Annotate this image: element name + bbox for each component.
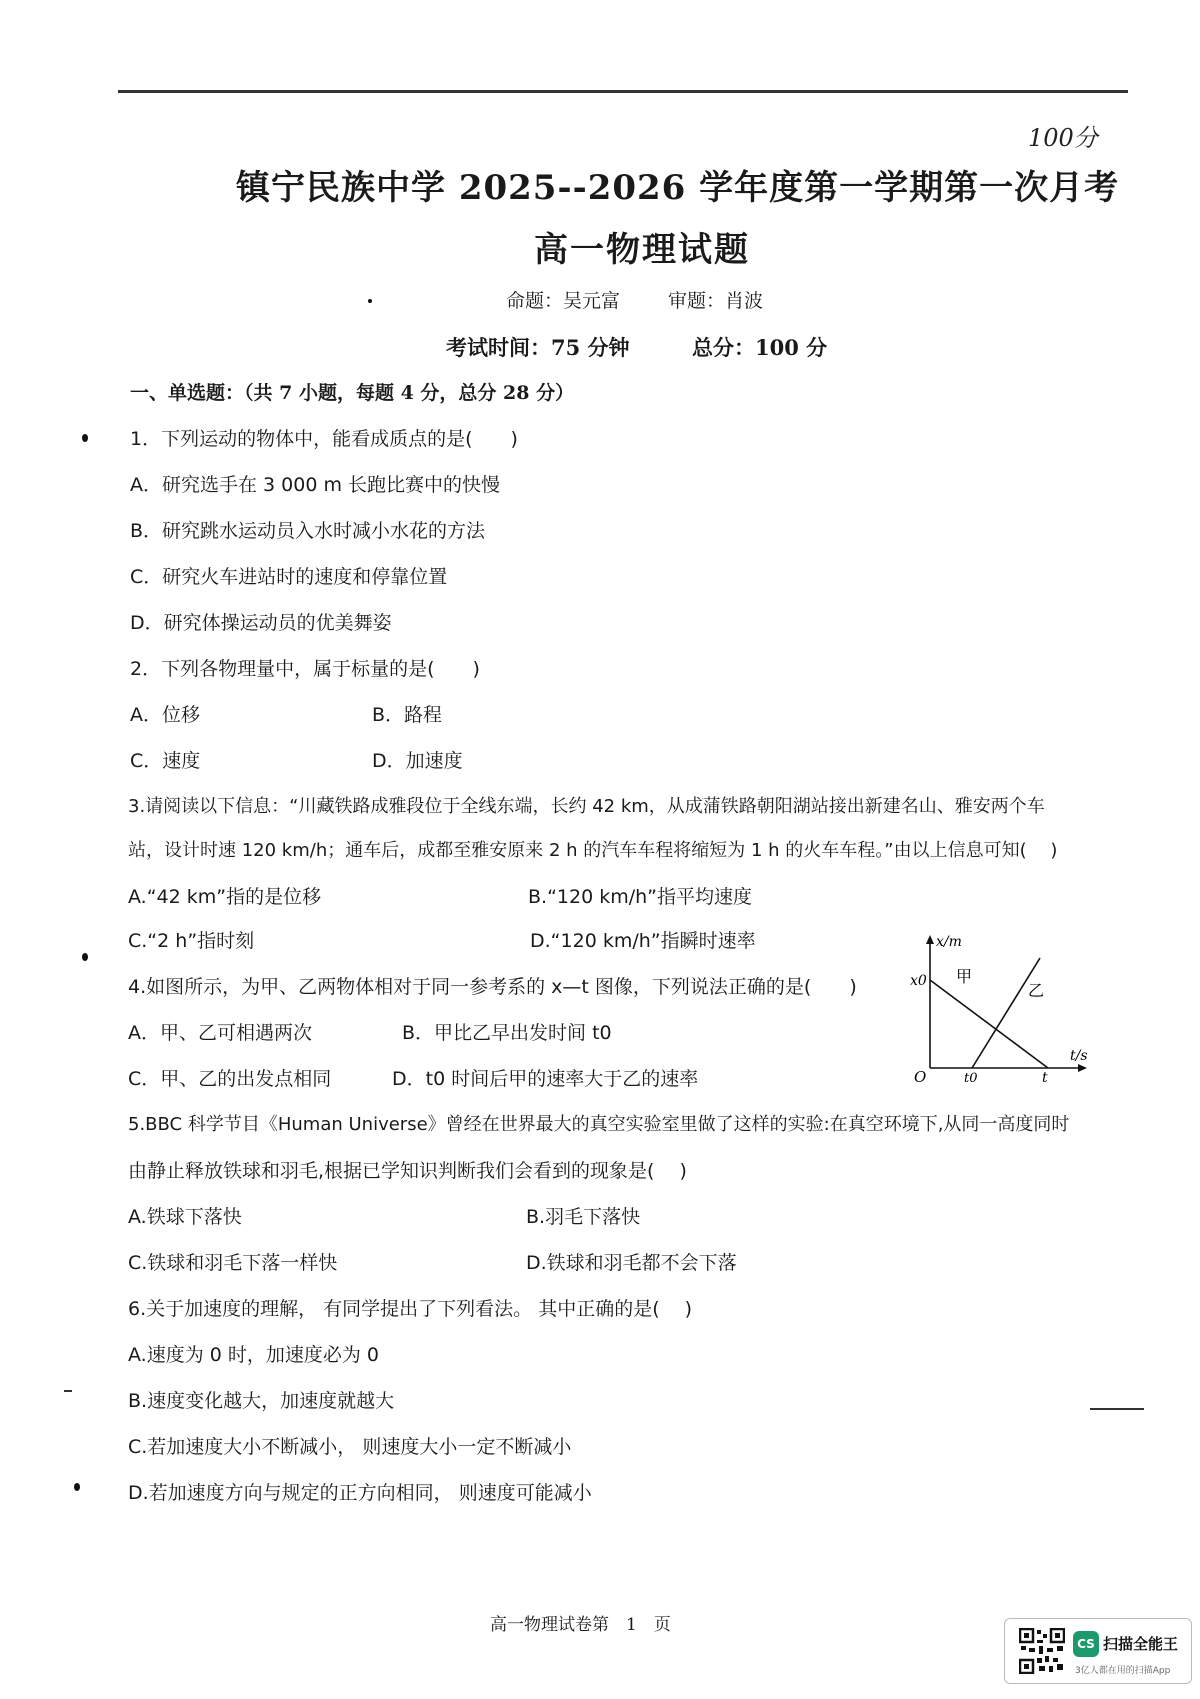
question-1-stem: 1．下列运动的物体中，能看成质点的是( ) (130, 428, 518, 450)
scan-mark (1090, 1408, 1144, 1410)
exam-title: 镇宁民族中学 2025--2026 学年度第一学期第一次月考 (236, 168, 1120, 208)
y-axis-label: x/m (936, 934, 962, 950)
reviewer-line: 审题：肖波 (668, 290, 764, 312)
question-1-option-b: B．研究跳水运动员入水时减小水花的方法 (130, 520, 486, 542)
question-1-option-d: D．研究体操运动员的优美舞姿 (130, 612, 392, 634)
camscanner-logo-icon: CS (1073, 1631, 1099, 1657)
question-1-option-a: A．研究选手在 3 000 m 长跑比赛中的快慢 (130, 474, 501, 496)
question-3-option-b: B.“120 km/h”指平均速度 (528, 886, 753, 908)
question-6-option-a: A.速度为 0 时，加速度必为 0 (128, 1344, 379, 1366)
question-4-stem: 4.如图所示，为甲、乙两物体相对于同一参考系的 x—t 图像，下列说法正确的是( ) (128, 976, 857, 998)
question-5-stem-line1: 5.BBC 科学节目《Human Universe》曾经在世界最大的真空实验室里做了这样的实验:在真空环境下,从同一高度同时 (128, 1114, 1070, 1135)
scan-speck (82, 434, 88, 442)
question-2-stem: 2．下列各物理量中，属于标量的是( ) (130, 658, 480, 680)
x0-label: x0 (910, 973, 927, 989)
question-4-option-a: A．甲、乙可相遇两次 (128, 1022, 312, 1044)
question-2-option-b: B．路程 (372, 704, 443, 726)
page-footer: 高一物理试卷第 1 页 (490, 1615, 671, 1635)
question-4-option-c: C．甲、乙的出发点相同 (128, 1068, 332, 1090)
exam-subtitle: 高一物理试题 (534, 230, 750, 270)
xt-graph-figure (900, 932, 1090, 1082)
question-3-option-d: D.“120 km/h”指瞬时速率 (530, 930, 756, 952)
scanner-app-name: 扫描全能王 (1103, 1635, 1179, 1653)
question-4-option-b: B．甲比乙早出发时间 t0 (402, 1022, 612, 1044)
question-6-option-d: D.若加速度方向与规定的正方向相同， 则速度可能减小 (128, 1482, 592, 1504)
y-axis-arrow (926, 935, 934, 944)
question-6-option-c: C.若加速度大小不断减小， 则速度大小一定不断减小 (128, 1436, 572, 1458)
series-jia-label: 甲 (956, 967, 973, 986)
question-5-option-c: C.铁球和羽毛下落一样快 (128, 1252, 338, 1274)
handwritten-score-note: 100分 (1028, 124, 1098, 152)
question-5-option-a: A.铁球下落快 (128, 1206, 242, 1228)
question-6-stem: 6.关于加速度的理解， 有同学提出了下列看法。 其中正确的是( ) (128, 1298, 693, 1320)
question-5-option-d: D.铁球和羽毛都不会下落 (526, 1252, 737, 1274)
scanner-badge (1004, 1618, 1192, 1684)
scan-speck (82, 953, 88, 961)
line-yi (972, 958, 1040, 1068)
question-1-option-c: C．研究火车进站时的速度和停靠位置 (130, 566, 448, 588)
question-3-stem-line1: 3.请阅读以下信息：“川藏铁路成雅段位于全线东端，长约 42 km，从成蒲铁路朝阳湖站接出新建名山、雅安两个车 (128, 796, 1045, 817)
question-6-option-b: B.速度变化越大，加速度就越大 (128, 1390, 395, 1412)
t0-label: t0 (964, 1071, 978, 1082)
x-axis-arrow (1078, 1064, 1087, 1072)
scan-speck (368, 299, 372, 303)
question-3-stem-line2: 站，设计时速 120 km/h；通车后，成都至雅安原来 2 h 的汽车车程将缩短为 1 h 的火车车程。”由以上信息可知( ) (128, 840, 1058, 861)
origin-label: O (914, 1068, 927, 1082)
question-3-option-a: A.“42 km”指的是位移 (128, 886, 322, 908)
scan-speck (74, 1483, 80, 1491)
author-line: 命题：吴元富 (506, 290, 621, 312)
header-rule (118, 90, 1128, 93)
total-score: 总分：100 分 (692, 335, 828, 360)
question-2-option-c: C．速度 (130, 750, 201, 772)
scan-mark (64, 1390, 72, 1392)
question-5-stem-line2: 由静止释放铁球和羽毛,根据已学知识判断我们会看到的现象是( ) (128, 1160, 687, 1182)
question-2-option-a: A．位移 (130, 704, 200, 726)
question-2-option-d: D．加速度 (372, 750, 463, 772)
section-heading: 一、单选题：（共 7 小题，每题 4 分，总分 28 分） (130, 382, 575, 404)
qr-code-icon (1019, 1628, 1065, 1674)
exam-time: 考试时间：75 分钟 (446, 335, 630, 360)
question-5-option-b: B.羽毛下落快 (526, 1206, 641, 1228)
question-4-option-d: D．t0 时间后甲的速率大于乙的速率 (392, 1068, 699, 1090)
t-label: t (1042, 1070, 1048, 1082)
x-axis-label: t/s (1070, 1048, 1088, 1064)
series-yi-label: 乙 (1028, 981, 1045, 1000)
question-3-option-c: C.“2 h”指时刻 (128, 930, 255, 952)
scanner-tagline: 3亿人都在用的扫描App (1075, 1666, 1171, 1676)
